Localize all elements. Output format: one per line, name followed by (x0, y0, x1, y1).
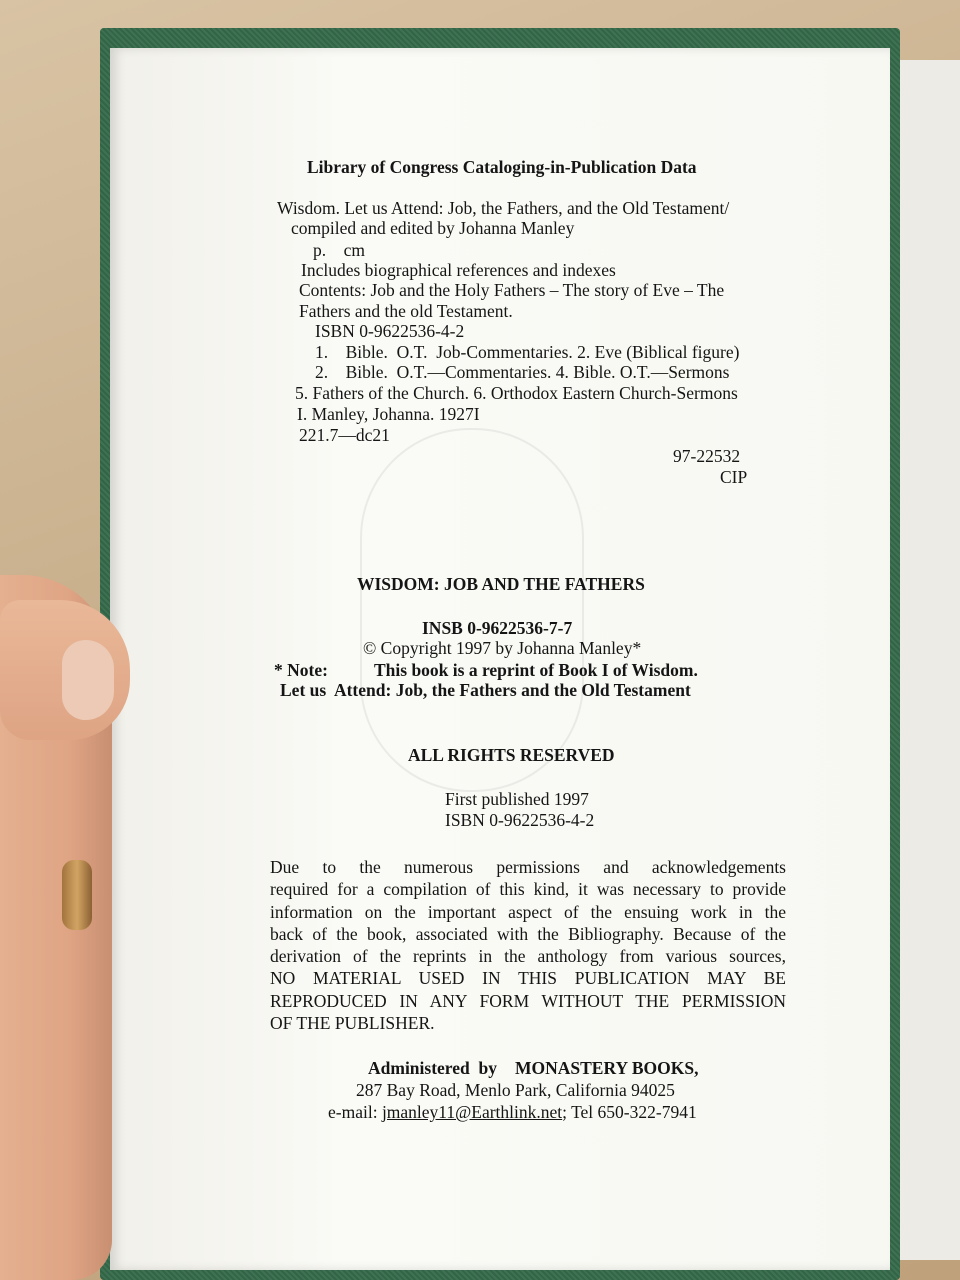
cip-contents-line1: Contents: Job and the Holy Fathers – The story of Eve – The (299, 280, 725, 300)
phone-text: ; Tel 650-322-7941 (562, 1102, 697, 1122)
cip-pages: p. cm (313, 240, 366, 260)
edition-note-line2: Let us Attend: Job, the Fathers and the Old Testament (280, 680, 691, 700)
cip-title-line2: compiled and edited by Johanna Manley (291, 218, 575, 238)
ring (62, 860, 92, 930)
rights-reserved: ALL RIGHTS RESERVED (408, 745, 615, 765)
permissions-line: derivation of the reprints in the anthology from various sources, (270, 946, 786, 967)
cip-lccn: 97-22532 (673, 446, 741, 466)
permissions-notice (270, 856, 786, 1034)
permissions-line: NO MATERIAL USED IN THIS PUBLICATION MAY BE (270, 968, 786, 989)
permissions-line: Due to the numerous permissions and acknowledgements (270, 857, 786, 877)
publisher-contact (328, 1102, 697, 1122)
edition-note-label: * Note: (274, 660, 328, 680)
cip-isbn: ISBN 0-9622536-4-2 (315, 321, 465, 341)
edition-title: WISDOM: JOB AND THE FATHERS (357, 574, 645, 594)
permissions-line: required for a compilation of this kind, it was necessary to provide (270, 879, 786, 900)
publisher-name: MONASTERY BOOKS, (515, 1058, 699, 1078)
permissions-line: back of the book, associated with the Bibliography. Because of the (270, 923, 786, 944)
faded-emblem-show-through (360, 428, 584, 792)
publisher-address: 287 Bay Road, Menlo Park, California 94025 (356, 1080, 675, 1100)
cip-author-entry: I. Manley, Johanna. 1927I (297, 404, 480, 424)
cip-subject-1: 1. Bible. O.T. Job-Commentaries. 2. Eve (Biblical figure) (315, 342, 740, 362)
cip-subject-3: 5. Fathers of the Church. 6. Orthodox Eastern Church-Sermons (295, 383, 738, 403)
cip-contents-line2: Fathers and the old Testament. (299, 301, 513, 321)
publisher-admin-label: Administered by (368, 1058, 497, 1078)
cip-label: CIP (720, 467, 748, 487)
permissions-line: information on the important aspect of the ensuing work in the (270, 901, 786, 922)
edition-insb: INSB 0-9622536-7-7 (422, 618, 573, 638)
copyright-page (110, 48, 890, 1270)
permissions-line: REPRODUCED IN ANY FORM WITHOUT THE PERMISSION (270, 990, 786, 1011)
cip-includes: Includes biographical references and indexes (301, 260, 616, 280)
first-published: First published 1997 (445, 789, 589, 809)
cip-title-line1: Wisdom. Let us Attend: Job, the Fathers, and the Old Testament/ (277, 198, 730, 218)
publication-isbn: ISBN 0-9622536-4-2 (445, 810, 595, 830)
email-link[interactable]: jmanley11@Earthlink.net (381, 1102, 563, 1122)
cip-classification: 221.7—dc21 (299, 425, 390, 445)
thumbnail (62, 640, 114, 720)
email-label: e-mail: (328, 1102, 378, 1122)
edition-copyright: © Copyright 1997 by Johanna Manley* (363, 638, 642, 658)
edition-note-text: This book is a reprint of Book I of Wisdom. (374, 660, 698, 680)
cip-subject-2: 2. Bible. O.T.—Commentaries. 4. Bible. O.T.—Sermons (315, 362, 730, 382)
cip-heading: Library of Congress Cataloging-in-Publication Data (307, 157, 697, 177)
permissions-line: OF THE PUBLISHER. (270, 1013, 435, 1034)
